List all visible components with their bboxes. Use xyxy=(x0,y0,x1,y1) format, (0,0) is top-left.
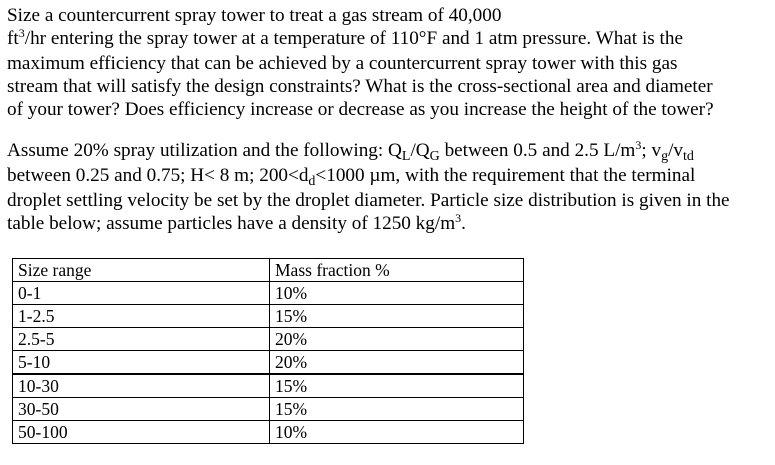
size-range-cell: 10-30 xyxy=(13,374,270,398)
paragraph-2-line-4 xyxy=(7,212,730,237)
text-segment: ; v xyxy=(641,140,662,161)
size-range-cell: 0-1 xyxy=(13,282,270,305)
subscript-g: g xyxy=(661,149,669,164)
mass-fraction-cell: 15% xyxy=(270,305,524,328)
superscript-3: 3 xyxy=(635,138,642,152)
table-row xyxy=(13,351,524,375)
mass-fraction-cell: 20% xyxy=(270,351,524,375)
table-header-row xyxy=(13,259,524,282)
particle-size-table xyxy=(12,258,524,444)
paragraph-1-line-4: stream that will satisfy the design constraints? What is the cross-sectional area and diameter xyxy=(7,76,713,97)
problem-paragraph-2 xyxy=(7,139,730,237)
paragraph-1-line-5: of your tower? Does efficiency increase or decrease as you increase the height of the tower? xyxy=(7,99,714,120)
paragraph-2-line-3: droplet settling velocity be set by the droplet diameter. Particle size distribution is given in the xyxy=(7,190,730,211)
subscript-d: d xyxy=(308,174,316,189)
superscript-3: 3 xyxy=(18,26,25,40)
text-segment: between 0.25 and 0.75; H< 8 m; 200<d xyxy=(7,165,309,186)
subscript-td: td xyxy=(683,149,694,164)
paragraph-2-line-1 xyxy=(7,139,730,164)
paragraph-1-line-2 xyxy=(7,27,714,52)
table-row xyxy=(13,421,524,444)
text-segment: . xyxy=(461,213,466,234)
table-row xyxy=(13,328,524,351)
size-range-cell: 5-10 xyxy=(13,351,270,375)
mass-fraction-cell: 10% xyxy=(270,282,524,305)
table-row xyxy=(13,398,524,421)
size-range-cell: 50-100 xyxy=(13,421,270,444)
text-segment: /Q xyxy=(410,140,430,161)
paragraph-1-line-3: maximum efficiency that can be achieved by a countercurrent spray tower with this gas xyxy=(7,53,678,74)
paragraph-1-line-1: Size a countercurrent spray tower to treat a gas stream of 40,000 xyxy=(7,5,502,26)
text-segment: <1000 µm, with the requirement that the terminal xyxy=(315,165,696,186)
table-row xyxy=(13,305,524,328)
problem-paragraph-1 xyxy=(7,4,714,121)
text-segment: Assume 20% spray utilization and the following: Q xyxy=(7,140,402,161)
subscript-G: G xyxy=(429,149,440,164)
mass-fraction-cell: 15% xyxy=(270,374,524,398)
table-row xyxy=(13,374,524,398)
mass-fraction-cell: 10% xyxy=(270,421,524,444)
paragraph-2-line-2 xyxy=(7,164,730,189)
size-range-cell: 1-2.5 xyxy=(13,305,270,328)
table-row xyxy=(13,282,524,305)
mass-fraction-cell: 20% xyxy=(270,328,524,351)
size-range-cell: 30-50 xyxy=(13,398,270,421)
text-segment: /v xyxy=(668,140,683,161)
mass-fraction-cell: 15% xyxy=(270,398,524,421)
paragraph-1-line-2-text: /hr entering the spray tower at a temperature of 110°F and 1 atm pressure. What is the xyxy=(24,28,683,49)
unit-ft: ft xyxy=(7,28,19,49)
size-range-cell: 2.5-5 xyxy=(13,328,270,351)
subscript-L: L xyxy=(401,149,411,164)
text-segment: between 0.5 and 2.5 L/m xyxy=(439,140,636,161)
text-segment: table below; assume particles have a density of 1250 kg/m xyxy=(7,213,456,234)
header-mass-fraction: Mass fraction % xyxy=(270,259,524,282)
header-size-range: Size range xyxy=(13,259,270,282)
superscript-3: 3 xyxy=(455,211,462,225)
